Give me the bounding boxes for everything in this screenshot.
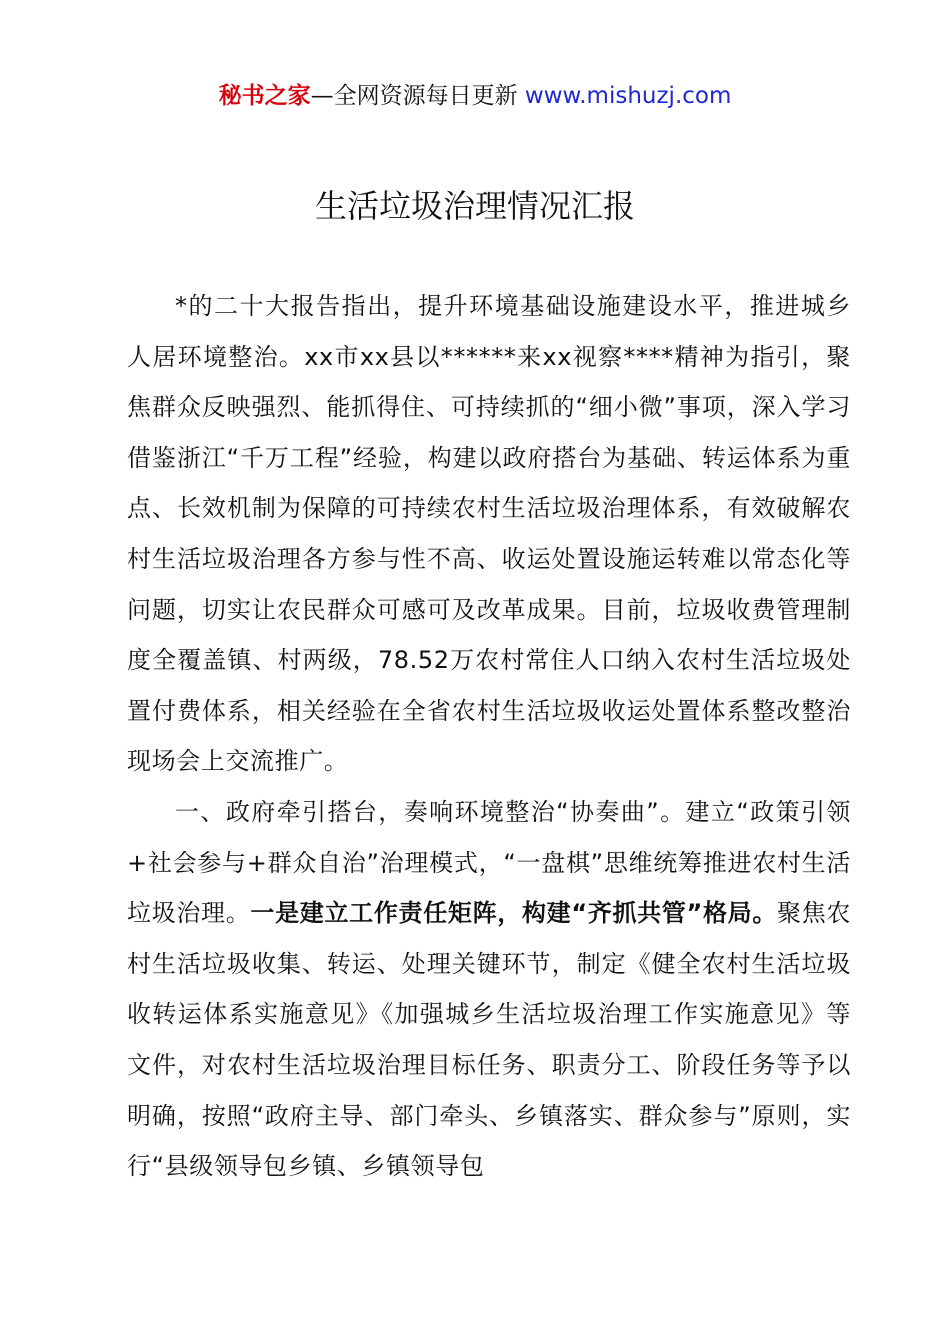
site-url[interactable]: www.mishuzj.com [524,83,732,109]
paragraph-section-one [127,787,851,1192]
paragraph-section-one-lead: 一、政府牵引搭台，奏响环境整治“协奏曲”。建立“政策引领+社会参与+群众自治”治理模式，“一盘棋”思维统筹推进农村生活垃圾治理。 [127,797,851,928]
site-tagline: —全网资源每日更新 [310,83,518,109]
site-brand: 秘书之家 [218,83,311,109]
paragraph-section-one-bold: 一是建立工作责任矩阵，构建“齐抓共管”格局。 [250,899,778,928]
site-header [0,80,950,112]
document-title: 生活垃圾治理情况汇报 [314,187,635,225]
paragraph-section-one-rest: 聚焦农村生活垃圾收集、转运、处理关键环节，制定《健全农村生活垃圾收转运体系实施意见》《加强城乡生活垃圾治理工作实施意见》等文件，对农村生活垃圾治理目标任务、职责分工、阶段任务等予以明确，按照“政府主导、部门牵头、乡镇落实、群众参与”原则，实行“县级领导包乡镇、乡镇领导包 [127,899,851,1181]
paragraph-intro: *的二十大报告指出，提升环境基础设施建设水平，推进城乡人居环境整治。xx市xx县以******来xx视察****精神为指引，聚焦群众反映强烈、能抓得住、可持续抓的“细小微”事项，深入学习借鉴浙江“千万工程”经验，构建以政府搭台为基础、转运体系为重点、长效机制为保障的可持续农村生活垃圾治理体系，有效破解农村生活垃圾治理各方参与性不高、收运处置设施运转难以常态化等问题，切实让农民群众可感可及改革成果。目前，垃圾收费管理制度全覆盖镇、村两级，78.52万农村常住人口纳入农村生活垃圾处置付费体系，相关经验在全省农村生活垃圾收运处置体系整改整治现场会上交流推广。 [127,292,851,776]
document-body [127,281,851,1192]
